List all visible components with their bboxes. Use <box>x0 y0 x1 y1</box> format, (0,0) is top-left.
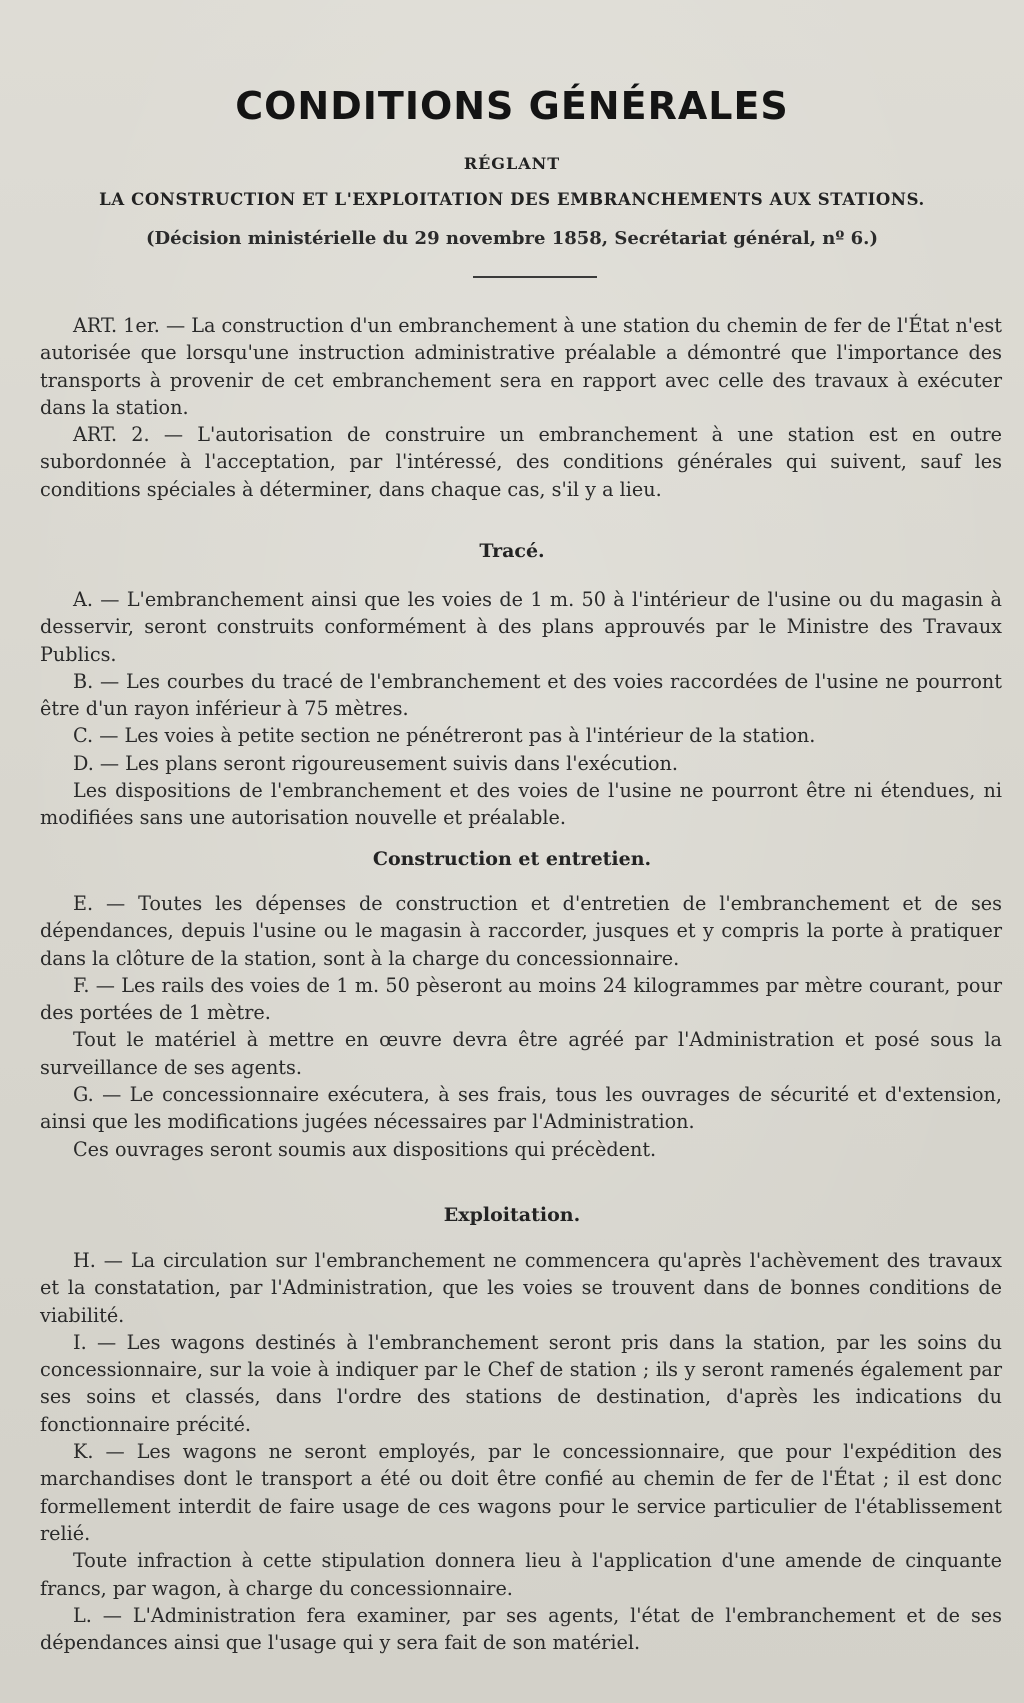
title-divider <box>473 276 597 278</box>
document-subject: LA CONSTRUCTION ET L'EXPLOITATION DES EMBRANCHEMENTS AUX STATIONS. <box>99 190 925 209</box>
paragraph-l: L. — L'Administration fera examiner, par ses agents, l'état de l'embranchement et de ses dépendances ainsi que l'usage qui y sera fait de son matériel. <box>40 1603 1002 1655</box>
section-trace-body <box>40 586 1002 832</box>
article-2: ART. 2. — L'autorisation de construire un embranchement à une station est en outre subordonnée à l'acceptation, par l'intéressé, des conditions générales qui suivent, sauf les conditions spéciales à déterminer, dans chaque cas, s'il y a lieu. <box>40 423 1002 501</box>
section-heading-trace: Tracé. <box>479 540 545 562</box>
paragraph-e: E. — Toutes les dépenses de construction et d'entretien de l'embranchement et de ses dépendances, depuis l'usine ou le magasin à raccorder, jusques et y compris la porte à pratiquer dans la clôture de la station, sont à la charge du concessionnaire. <box>40 892 1002 970</box>
articles-block <box>40 312 1002 503</box>
section-construction-body <box>40 890 1002 1163</box>
paragraph-c: C. — Les voies à petite section ne pénétreront pas à l'intérieur de la station. <box>73 724 816 748</box>
paragraph-g: G. — Le concessionnaire exécutera, à ses frais, tous les ouvrages de sécurité et d'extension, ainsi que les modifications jugées nécessaires par l'Administration. <box>40 1083 1002 1134</box>
paragraph-amende: Toute infraction à cette stipulation donnera lieu à l'application d'une amende de cinquante francs, par wagon, à charge du concessionnaire. <box>40 1549 1002 1600</box>
paragraph-f: F. — Les rails des voies de 1 m. 50 pèseront au moins 24 kilogrammes par mètre courant, pour des portées de 1 mètre. <box>40 973 1002 1025</box>
paragraph-k: K. — Les wagons ne seront employés, par le concessionnaire, que pour l'expédition des marchandises dont le transport a été ou doit être confié au chemin de fer de l'État ; il est donc formellement interdit de faire usage de ces wagons pour le service particulier de l'établissement relié. <box>40 1440 1002 1545</box>
section-heading-construction: Construction et entretien. <box>372 848 652 870</box>
paragraph-ouvrages: Ces ouvrages seront soumis aux dispositions qui précèdent. <box>73 1137 657 1161</box>
paragraph-d: D. — Les plans seront rigoureusement suivis dans l'exécution. <box>73 751 678 775</box>
decision-reference: (Décision ministérielle du 29 novembre 1858, Secrétariat général, nº 6.) <box>146 228 878 249</box>
paragraph-h: H. — La circulation sur l'embranchement ne commencera qu'après l'achèvement des travaux et la constatation, par l'Administration, que les voies se trouvent dans de bonnes conditions de viabilité. <box>40 1249 1002 1327</box>
paragraph-i: I. — Les wagons destinés à l'embranchement seront pris dans la station, par les soins du concessionnaire, sur la voie à indiquer par le Chef de station ; ils y seront ramenés également par ses soins et classés, dans l'ordre des stations de destination, d'après les indications du fonctionnaire précité. <box>40 1330 1002 1436</box>
document-title: CONDITIONS GÉNÉRALES <box>235 84 789 128</box>
paragraph-b: B. — Les courbes du tracé de l'embranchement et des voies raccordées de l'usine ne pourront être d'un rayon inférieur à 75 mètres. <box>40 669 1002 721</box>
paragraph-a: A. — L'embranchement ainsi que les voies de 1 m. 50 à l'intérieur de l'usine ou du magasin à desservir, seront construits conformément à des plans approuvés par le Ministre des Travaux Publics. <box>40 588 1002 666</box>
article-1: ART. 1er. — La construction d'un embranchement à une station du chemin de fer de l'État n'est autorisée que lorsqu'une instruction administrative préalable a démontré que l'importance des transports à provenir de cet embranchement sera en rapport avec celle des travaux à exécuter dans la station. <box>40 314 1002 419</box>
paragraph-materiel: Tout le matériel à mettre en œuvre devra être agréé par l'Administration et posé sous la surveillance de ses agents. <box>40 1028 1002 1079</box>
paragraph-dispositions: Les dispositions de l'embranchement et des voies de l'usine ne pourront être ni étendues, ni modifiées sans une autorisation nouvelle et préalable. <box>40 779 1002 830</box>
section-heading-exploitation: Exploitation. <box>443 1204 581 1226</box>
section-exploitation-body <box>40 1247 1002 1656</box>
document-subtitle: RÉGLANT <box>463 154 561 173</box>
